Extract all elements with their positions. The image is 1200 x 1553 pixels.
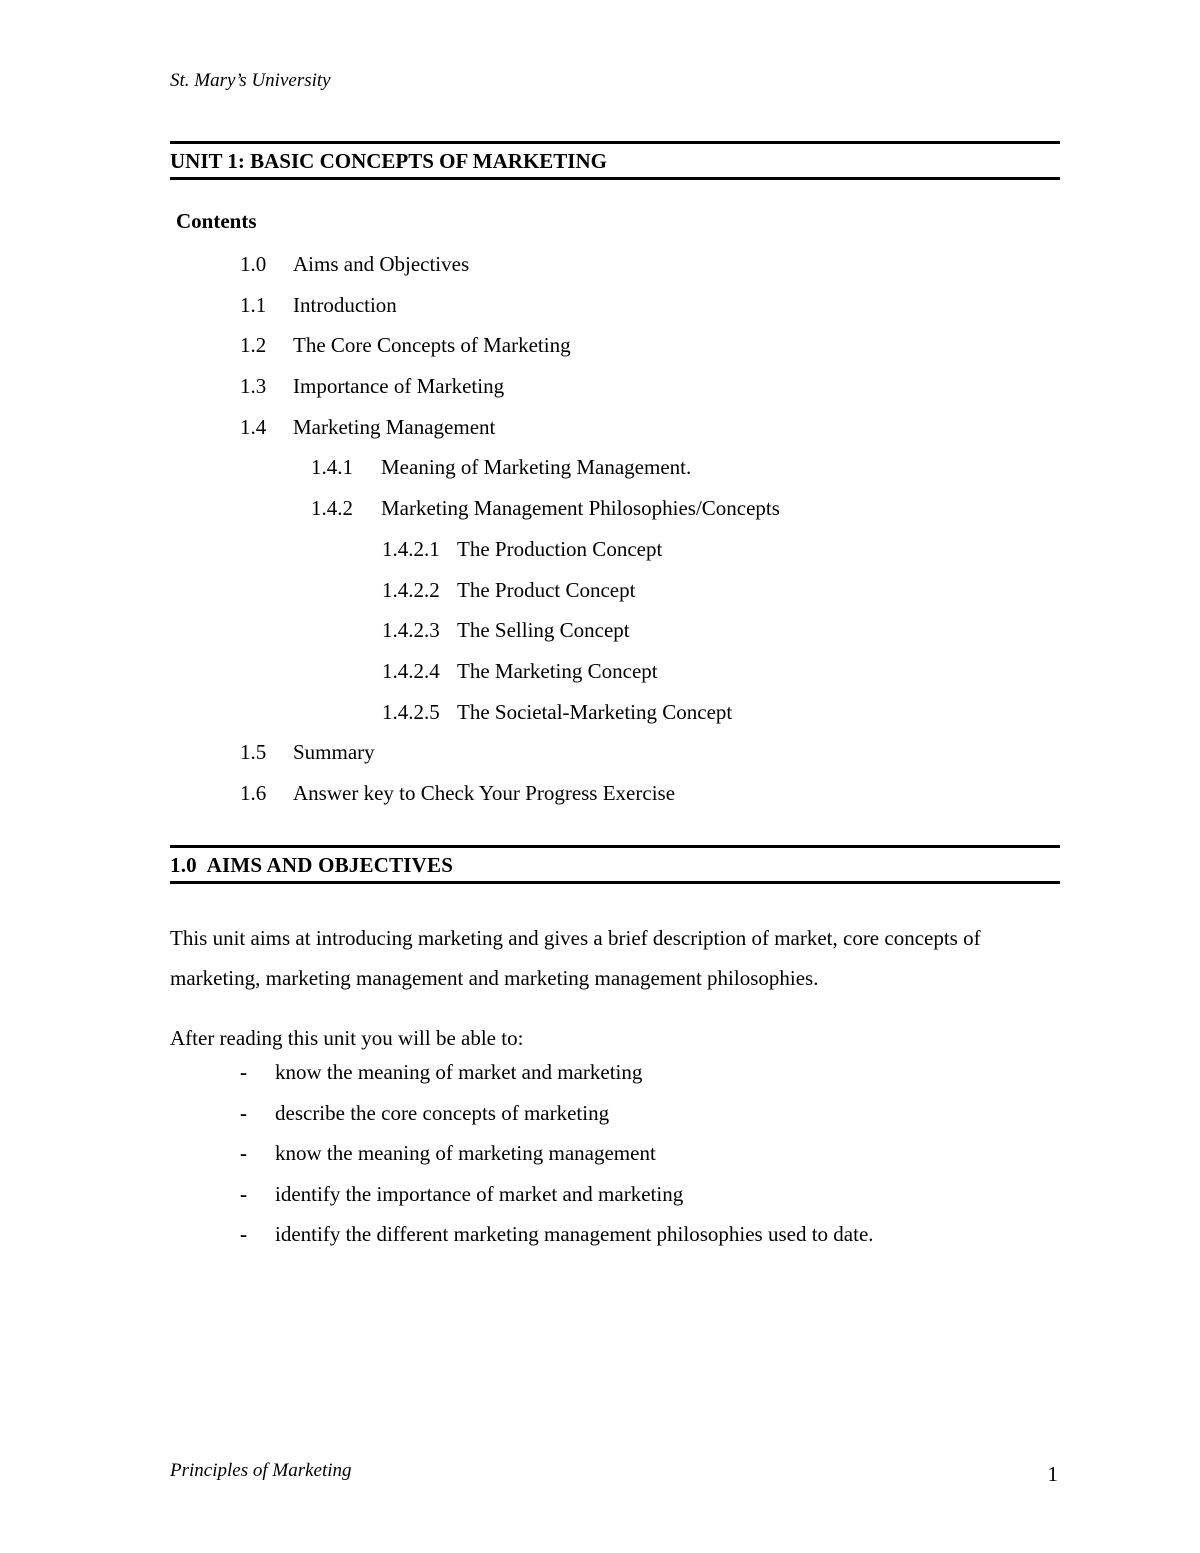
toc-label: The Product Concept [457,577,636,602]
toc-label: Marketing Management Philosophies/Concepts [381,496,780,521]
toc-number: 1.6 [240,780,267,805]
toc-label: The Societal-Marketing Concept [457,699,733,724]
toc-label: Importance of Marketing [293,374,505,399]
toc-number: 1.4.1 [311,455,353,480]
toc-label: The Core Concepts of Marketing [293,333,571,358]
toc-number: 1.4.2 [311,496,353,521]
objective-text: identify the importance of market and marketing [275,1181,684,1206]
toc-number: 1.3 [240,374,267,399]
toc-number: 1.0 [240,252,267,276]
objective-text: know the meaning of market and marketing [275,1060,643,1084]
aims-heading-block [170,845,1060,884]
toc-label: Meaning of Marketing Management. [381,455,692,480]
toc-number: 1.5 [240,740,267,765]
objective-text: know the meaning of marketing management [275,1141,656,1166]
unit-heading-block [170,141,1060,180]
dash-bullet: - [240,1141,247,1166]
dash-bullet: - [240,1181,247,1206]
dash-bullet: - [240,1100,247,1125]
toc-label: Answer key to Check Your Progress Exercise [293,780,676,805]
toc-label: The Selling Concept [457,618,630,643]
page-number: 1 [1047,1462,1058,1486]
toc-label: The Marketing Concept [457,658,658,683]
objective-text: identify the different marketing management philosophies used to date. [275,1222,874,1247]
section-heading: 1.0 AIMS AND OBJECTIVES [170,853,454,877]
toc-label: Summary [293,740,375,765]
running-header: St. Mary’s University [170,70,331,91]
toc-number: 1.4.2.4 [382,658,440,683]
toc-label: Marketing Management [293,414,496,439]
toc-number: 1.4.2.1 [382,536,440,561]
toc-number: 1.1 [240,292,267,317]
toc-number: 1.4 [240,414,267,439]
toc-number: 1.2 [240,333,267,358]
lead-paragraph: After reading this unit you will be able to: [170,1026,524,1050]
dash-bullet: - [240,1060,247,1084]
objective-text: describe the core concepts of marketing [275,1100,610,1125]
intro-paragraph: This unit aims at introducing marketing and gives a brief description of market, core concepts of marketing, marketing management and marketing management philosophies. [170,926,981,990]
toc-number: 1.4.2.5 [382,699,440,724]
toc-label: Aims and Objectives [293,252,470,276]
toc-label: The Production Concept [457,536,663,561]
dash-bullet: - [240,1222,247,1247]
footer-course-title: Principles of Marketing [170,1460,352,1481]
unit-title: UNIT 1: BASIC CONCEPTS OF MARKETING [170,149,607,173]
toc-number: 1.4.2.3 [382,618,440,643]
toc-number: 1.4.2.2 [382,577,440,602]
contents-title: Contents [176,209,257,233]
toc-label: Introduction [293,292,397,317]
